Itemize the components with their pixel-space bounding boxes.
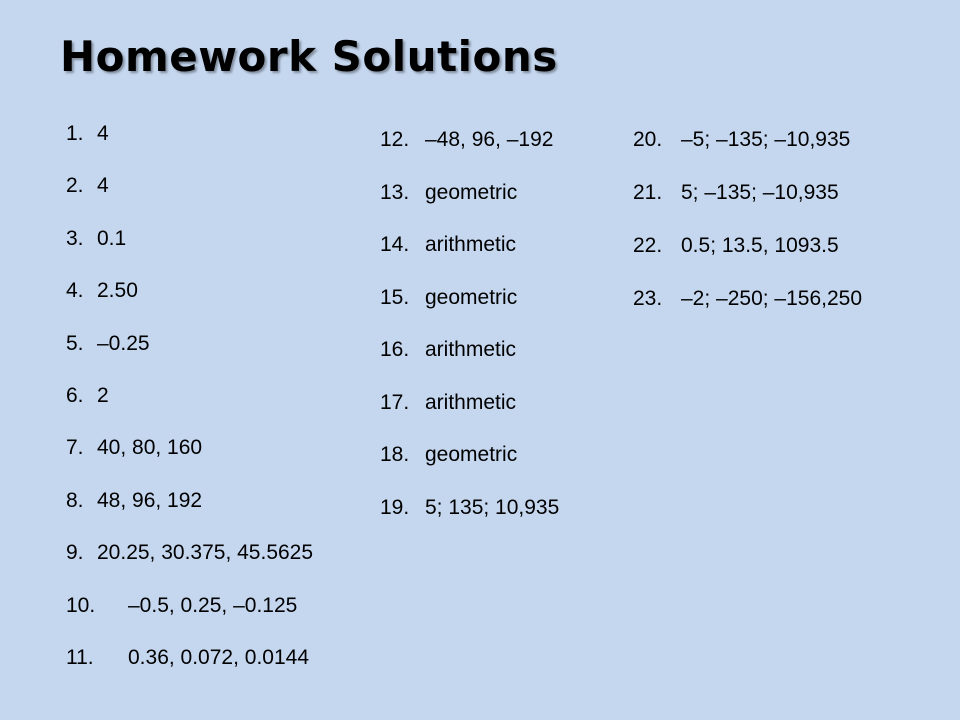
solution-number: 5. <box>66 331 84 355</box>
solution-number: 19. <box>380 495 410 519</box>
solution-number: 4. <box>66 279 84 303</box>
solution-number: 11. <box>66 646 94 669</box>
page-title: Homework Solutions <box>60 32 558 81</box>
solution-number: 22. <box>633 234 663 257</box>
solution-answer: –2; –250; –156,250 <box>681 287 863 310</box>
solution-answer: 5; –135; –10,935 <box>681 181 839 204</box>
solution-answer: geometric <box>425 285 518 309</box>
solution-answer: 2 <box>97 384 109 407</box>
solution-number: 1. <box>66 122 84 145</box>
solution-answer: 4 <box>97 174 109 198</box>
solution-number: 3. <box>66 226 84 250</box>
solution-number: 13. <box>380 180 410 204</box>
solution-answer: 0.5; 13.5, 1093.5 <box>681 234 839 257</box>
solution-number: 6. <box>66 384 84 407</box>
solution-answer: –0.25 <box>97 331 150 355</box>
solution-number: 23. <box>633 287 663 310</box>
solution-answer: arithmetic <box>425 390 517 414</box>
solution-number: 2. <box>66 174 84 198</box>
solution-number: 10. <box>66 593 96 617</box>
solution-number: 14. <box>380 233 410 256</box>
solution-number: 12. <box>380 128 410 151</box>
solution-answer: 20.25, 30.375, 45.5625 <box>97 541 314 565</box>
solution-answer: geometric <box>425 180 518 204</box>
solution-number: 17. <box>380 390 410 414</box>
solution-answer: 0.1 <box>97 226 127 250</box>
solution-number: 20. <box>633 128 663 151</box>
solution-number: 8. <box>66 488 84 512</box>
solution-answer: 0.36, 0.072, 0.0144 <box>128 646 309 669</box>
solution-number: 18. <box>380 443 410 466</box>
solution-answer: arithmetic <box>425 233 517 256</box>
solution-answer: –0.5, 0.25, –0.125 <box>128 593 298 617</box>
solution-number: 15. <box>380 285 410 309</box>
solution-answer: 4 <box>97 122 109 145</box>
solution-answer: 48, 96, 192 <box>97 488 203 512</box>
solution-answer: 2.50 <box>97 279 138 303</box>
solution-number: 7. <box>66 436 84 460</box>
solution-answer: arithmetic <box>425 338 517 361</box>
solution-number: 16. <box>380 338 410 361</box>
solution-answer: –48, 96, –192 <box>425 128 554 151</box>
solution-answer: –5; –135; –10,935 <box>681 128 851 151</box>
solution-answer: 40, 80, 160 <box>97 436 203 460</box>
solution-answer: 5; 135; 10,935 <box>425 495 560 519</box>
solution-number: 9. <box>66 541 84 565</box>
solution-answer: geometric <box>425 443 518 466</box>
solution-number: 21. <box>633 181 663 204</box>
